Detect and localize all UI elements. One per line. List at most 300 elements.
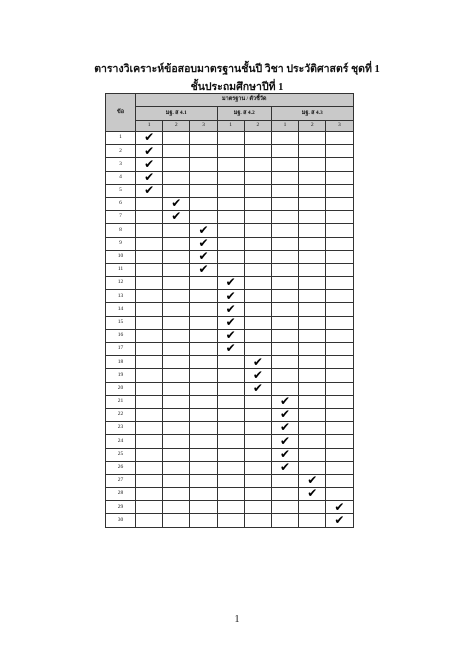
indicator-cell xyxy=(190,145,217,158)
table-row xyxy=(106,224,354,237)
item-number: 2 xyxy=(106,145,136,158)
indicator-cell xyxy=(326,303,353,316)
check-icon: ✔ xyxy=(144,169,155,184)
indicator-header: 2 xyxy=(163,121,190,132)
indicator-cell xyxy=(299,435,326,448)
indicator-cell xyxy=(163,237,190,250)
indicator-cell xyxy=(163,290,190,303)
indicator-cell xyxy=(136,501,163,514)
indicator-cell xyxy=(190,184,217,197)
item-number: 19 xyxy=(106,369,136,382)
indicator-cell xyxy=(244,197,271,210)
check-icon: ✔ xyxy=(144,143,155,158)
indicator-cell xyxy=(244,224,271,237)
indicator-cell xyxy=(271,501,298,514)
table-row xyxy=(106,171,354,184)
indicator-cell xyxy=(136,422,163,435)
indicator-cell xyxy=(190,356,217,369)
indicator-cell xyxy=(217,145,244,158)
indicator-cell xyxy=(136,224,163,237)
indicator-cell xyxy=(136,197,163,210)
indicator-cell xyxy=(299,197,326,210)
indicator-cell xyxy=(299,395,326,408)
indicator-cell xyxy=(136,408,163,421)
item-number: 1 xyxy=(106,132,136,145)
indicator-cell xyxy=(271,474,298,487)
indicator-cell xyxy=(136,343,163,356)
indicator-cell xyxy=(244,514,271,527)
indicator-cell xyxy=(217,435,244,448)
indicator-cell xyxy=(217,461,244,474)
indicator-cell xyxy=(244,184,271,197)
indicator-cell xyxy=(326,132,353,145)
indicator-cell xyxy=(326,329,353,342)
indicator-cell xyxy=(326,158,353,171)
indicator-header: 3 xyxy=(190,121,217,132)
indicator-cell xyxy=(190,448,217,461)
indicator-cell xyxy=(217,343,244,356)
indicator-cell xyxy=(326,184,353,197)
indicator-cell xyxy=(136,356,163,369)
item-number: 30 xyxy=(106,514,136,527)
indicator-cell xyxy=(326,290,353,303)
indicator-cell xyxy=(244,145,271,158)
item-number: 7 xyxy=(106,211,136,224)
indicator-header: 1 xyxy=(271,121,298,132)
table-row xyxy=(106,514,354,527)
item-number: 21 xyxy=(106,395,136,408)
table-row xyxy=(106,237,354,250)
indicator-cell xyxy=(163,435,190,448)
table-row xyxy=(106,145,354,158)
indicator-cell xyxy=(299,343,326,356)
table-row xyxy=(106,395,354,408)
indicator-cell xyxy=(271,356,298,369)
indicator-cell xyxy=(217,369,244,382)
indicator-cell xyxy=(244,461,271,474)
indicator-cell xyxy=(299,316,326,329)
indicator-cell xyxy=(299,356,326,369)
item-number: 3 xyxy=(106,158,136,171)
indicator-cell xyxy=(244,395,271,408)
check-icon: ✔ xyxy=(334,512,345,527)
indicator-cell xyxy=(163,422,190,435)
check-icon: ✔ xyxy=(144,130,155,145)
indicator-cell xyxy=(136,303,163,316)
indicator-cell xyxy=(190,329,217,342)
page-number: 1 xyxy=(234,614,240,625)
indicator-cell xyxy=(136,250,163,263)
table-row xyxy=(106,211,354,224)
check-icon: ✔ xyxy=(252,367,263,382)
indicator-cell xyxy=(326,250,353,263)
check-icon: ✔ xyxy=(225,288,236,303)
indicator-cell xyxy=(163,474,190,487)
document-title: ตารางวิเคราะห์ข้อสอบมาตรฐานชั้นปี วิชา ประวัติศาสตร์ ชุดที่ 1 xyxy=(94,64,380,75)
indicator-cell xyxy=(271,488,298,501)
indicator-cell xyxy=(163,408,190,421)
indicator-cell xyxy=(299,158,326,171)
indicator-cell xyxy=(244,501,271,514)
indicator-cell xyxy=(299,132,326,145)
indicator-cell xyxy=(244,290,271,303)
check-icon: ✔ xyxy=(225,314,236,329)
check-icon: ✔ xyxy=(307,473,318,488)
indicator-cell xyxy=(163,488,190,501)
item-number: 12 xyxy=(106,277,136,290)
indicator-cell xyxy=(163,211,190,224)
item-number: 22 xyxy=(106,408,136,421)
item-number: 27 xyxy=(106,474,136,487)
indicator-cell xyxy=(136,316,163,329)
indicator-cell xyxy=(190,501,217,514)
indicator-cell xyxy=(299,408,326,421)
check-icon: ✔ xyxy=(171,209,182,224)
item-number: 24 xyxy=(106,435,136,448)
indicator-cell xyxy=(299,448,326,461)
indicator-cell xyxy=(190,514,217,527)
indicator-cell xyxy=(190,395,217,408)
table-row xyxy=(106,184,354,197)
table-row xyxy=(106,501,354,514)
indicator-cell xyxy=(299,250,326,263)
table-row xyxy=(106,382,354,395)
indicator-cell xyxy=(217,448,244,461)
indicator-cell xyxy=(299,263,326,276)
indicator-cell xyxy=(190,382,217,395)
indicator-cell xyxy=(217,356,244,369)
indicator-cell xyxy=(244,382,271,395)
indicator-cell xyxy=(163,303,190,316)
check-icon: ✔ xyxy=(225,328,236,343)
table-row xyxy=(106,422,354,435)
indicator-cell xyxy=(271,158,298,171)
indicator-cell xyxy=(244,263,271,276)
indicator-cell xyxy=(244,277,271,290)
table-row xyxy=(106,448,354,461)
item-number: 4 xyxy=(106,171,136,184)
indicator-cell xyxy=(136,474,163,487)
check-icon: ✔ xyxy=(334,499,345,514)
item-number: 10 xyxy=(106,250,136,263)
indicator-cell xyxy=(326,369,353,382)
indicator-cell xyxy=(244,158,271,171)
standard-header: มาตรฐาน / ตัวชี้วัด xyxy=(136,94,354,107)
indicator-cell xyxy=(271,303,298,316)
item-number: 14 xyxy=(106,303,136,316)
indicator-cell xyxy=(217,171,244,184)
indicator-cell xyxy=(244,329,271,342)
indicator-cell xyxy=(271,184,298,197)
standard-group-header: มฐ. ส 4.1 xyxy=(136,107,218,121)
indicator-cell xyxy=(299,171,326,184)
table-row xyxy=(106,435,354,448)
indicator-cell xyxy=(271,461,298,474)
indicator-cell xyxy=(299,290,326,303)
indicator-cell xyxy=(326,224,353,237)
check-icon: ✔ xyxy=(280,394,291,409)
indicator-header: 1 xyxy=(136,121,163,132)
indicator-cell xyxy=(163,461,190,474)
indicator-cell xyxy=(163,224,190,237)
indicator-cell xyxy=(163,382,190,395)
indicator-cell xyxy=(299,422,326,435)
check-icon: ✔ xyxy=(225,341,236,356)
indicator-cell xyxy=(271,316,298,329)
indicator-cell xyxy=(244,408,271,421)
indicator-cell xyxy=(163,448,190,461)
check-icon: ✔ xyxy=(171,196,182,211)
indicator-cell xyxy=(244,448,271,461)
indicator-cell xyxy=(136,277,163,290)
item-number: 17 xyxy=(106,343,136,356)
indicator-cell xyxy=(217,197,244,210)
indicator-cell xyxy=(190,132,217,145)
indicator-cell xyxy=(136,184,163,197)
indicator-cell xyxy=(326,197,353,210)
indicator-cell xyxy=(326,422,353,435)
indicator-cell xyxy=(190,461,217,474)
indicator-cell xyxy=(326,356,353,369)
indicator-cell xyxy=(271,250,298,263)
table-row xyxy=(106,343,354,356)
indicator-cell xyxy=(299,211,326,224)
table-row xyxy=(106,488,354,501)
check-icon: ✔ xyxy=(198,249,209,264)
indicator-cell xyxy=(271,197,298,210)
indicator-cell xyxy=(217,158,244,171)
standard-group-header: มฐ. ส 4.2 xyxy=(217,107,271,121)
indicator-cell xyxy=(244,171,271,184)
indicator-cell xyxy=(190,488,217,501)
indicator-cell xyxy=(136,263,163,276)
item-number: 28 xyxy=(106,488,136,501)
item-number: 5 xyxy=(106,184,136,197)
indicator-cell xyxy=(136,290,163,303)
indicator-cell xyxy=(326,277,353,290)
indicator-cell xyxy=(299,488,326,501)
indicator-cell xyxy=(271,237,298,250)
indicator-header: 2 xyxy=(299,121,326,132)
indicator-cell xyxy=(190,369,217,382)
indicator-cell xyxy=(326,211,353,224)
indicator-cell xyxy=(136,329,163,342)
indicator-cell xyxy=(271,211,298,224)
check-icon: ✔ xyxy=(144,183,155,198)
item-number: 13 xyxy=(106,290,136,303)
item-number: 29 xyxy=(106,501,136,514)
indicator-cell xyxy=(163,277,190,290)
indicator-cell xyxy=(326,171,353,184)
indicator-cell xyxy=(163,329,190,342)
indicator-cell xyxy=(244,474,271,487)
indicator-cell xyxy=(190,171,217,184)
indicator-cell xyxy=(217,132,244,145)
indicator-cell xyxy=(326,382,353,395)
indicator-cell xyxy=(163,395,190,408)
indicator-header: 1 xyxy=(217,121,244,132)
analysis-table xyxy=(105,93,354,528)
standard-group-header: มฐ. ส 4.3 xyxy=(271,107,353,121)
indicator-cell xyxy=(163,171,190,184)
indicator-cell xyxy=(271,132,298,145)
indicator-cell xyxy=(244,435,271,448)
table-row xyxy=(106,158,354,171)
item-number: 25 xyxy=(106,448,136,461)
indicator-cell xyxy=(271,277,298,290)
indicator-cell xyxy=(299,277,326,290)
indicator-cell xyxy=(217,382,244,395)
check-icon: ✔ xyxy=(198,222,209,237)
item-number: 8 xyxy=(106,224,136,237)
indicator-cell xyxy=(136,237,163,250)
indicator-cell xyxy=(190,290,217,303)
indicator-cell xyxy=(326,461,353,474)
indicator-cell xyxy=(271,290,298,303)
check-icon: ✔ xyxy=(198,235,209,250)
indicator-cell xyxy=(217,237,244,250)
indicator-cell xyxy=(244,316,271,329)
indicator-cell xyxy=(326,145,353,158)
item-number: 9 xyxy=(106,237,136,250)
indicator-cell xyxy=(190,263,217,276)
document-subtitle: ชั้นประถมศึกษาปีที่ 1 xyxy=(190,82,284,93)
indicator-cell xyxy=(244,237,271,250)
item-number: 16 xyxy=(106,329,136,342)
table-row xyxy=(106,356,354,369)
indicator-cell xyxy=(299,237,326,250)
indicator-cell xyxy=(190,435,217,448)
indicator-cell xyxy=(271,263,298,276)
indicator-cell xyxy=(271,369,298,382)
indicator-cell xyxy=(190,343,217,356)
check-icon: ✔ xyxy=(225,275,236,290)
indicator-cell xyxy=(326,263,353,276)
indicator-cell xyxy=(299,514,326,527)
indicator-cell xyxy=(190,422,217,435)
indicator-cell xyxy=(244,132,271,145)
indicator-cell xyxy=(163,369,190,382)
table-row xyxy=(106,132,354,145)
indicator-cell xyxy=(217,474,244,487)
check-icon: ✔ xyxy=(225,301,236,316)
indicator-cell xyxy=(217,408,244,421)
indicator-cell xyxy=(217,184,244,197)
table-row xyxy=(106,369,354,382)
indicator-cell xyxy=(136,211,163,224)
check-icon: ✔ xyxy=(280,433,291,448)
indicator-cell xyxy=(271,514,298,527)
indicator-cell xyxy=(190,197,217,210)
indicator-cell xyxy=(299,145,326,158)
table-row xyxy=(106,408,354,421)
indicator-cell xyxy=(136,435,163,448)
indicator-cell xyxy=(163,514,190,527)
indicator-cell xyxy=(244,250,271,263)
check-icon: ✔ xyxy=(198,262,209,277)
indicator-cell xyxy=(244,422,271,435)
indicator-cell xyxy=(136,448,163,461)
check-icon: ✔ xyxy=(252,380,263,395)
indicator-header: 3 xyxy=(326,121,353,132)
item-number: 23 xyxy=(106,422,136,435)
indicator-cell xyxy=(136,488,163,501)
indicator-cell xyxy=(326,343,353,356)
indicator-cell xyxy=(217,501,244,514)
indicator-cell xyxy=(163,343,190,356)
check-icon: ✔ xyxy=(144,156,155,171)
indicator-cell xyxy=(136,382,163,395)
indicator-cell xyxy=(190,277,217,290)
item-number: 11 xyxy=(106,263,136,276)
item-number: 6 xyxy=(106,197,136,210)
indicator-cell xyxy=(217,224,244,237)
item-number: 18 xyxy=(106,356,136,369)
indicator-cell xyxy=(271,171,298,184)
indicator-header: 2 xyxy=(244,121,271,132)
indicator-cell xyxy=(217,488,244,501)
indicator-cell xyxy=(136,461,163,474)
indicator-cell xyxy=(190,158,217,171)
indicator-cell xyxy=(326,408,353,421)
indicator-cell xyxy=(217,211,244,224)
indicator-cell xyxy=(163,263,190,276)
indicator-cell xyxy=(326,395,353,408)
indicator-cell xyxy=(271,329,298,342)
indicator-cell xyxy=(217,514,244,527)
indicator-cell xyxy=(326,514,353,527)
indicator-cell xyxy=(326,435,353,448)
indicator-cell xyxy=(326,448,353,461)
indicator-cell xyxy=(136,514,163,527)
indicator-cell xyxy=(136,395,163,408)
indicator-cell xyxy=(163,356,190,369)
indicator-cell xyxy=(326,474,353,487)
indicator-cell xyxy=(190,474,217,487)
indicator-cell xyxy=(299,382,326,395)
table-row xyxy=(106,250,354,263)
indicator-cell xyxy=(163,316,190,329)
check-icon: ✔ xyxy=(280,446,291,461)
indicator-cell xyxy=(163,158,190,171)
indicator-cell xyxy=(271,145,298,158)
item-number: 26 xyxy=(106,461,136,474)
check-icon: ✔ xyxy=(280,407,291,422)
indicator-cell xyxy=(299,329,326,342)
indicator-cell xyxy=(244,488,271,501)
indicator-cell xyxy=(299,224,326,237)
indicator-cell xyxy=(244,303,271,316)
indicator-cell xyxy=(190,303,217,316)
check-icon: ✔ xyxy=(252,354,263,369)
indicator-cell xyxy=(217,422,244,435)
check-icon: ✔ xyxy=(280,460,291,475)
indicator-cell xyxy=(163,145,190,158)
indicator-cell xyxy=(271,343,298,356)
indicator-cell xyxy=(136,369,163,382)
indicator-cell xyxy=(163,132,190,145)
indicator-cell xyxy=(190,408,217,421)
item-number: 20 xyxy=(106,382,136,395)
item-number: 15 xyxy=(106,316,136,329)
item-column-header: ข้อ xyxy=(106,94,136,132)
check-icon: ✔ xyxy=(280,420,291,435)
indicator-cell xyxy=(163,501,190,514)
indicator-cell xyxy=(326,237,353,250)
indicator-cell xyxy=(271,224,298,237)
check-icon: ✔ xyxy=(307,486,318,501)
indicator-cell xyxy=(190,316,217,329)
